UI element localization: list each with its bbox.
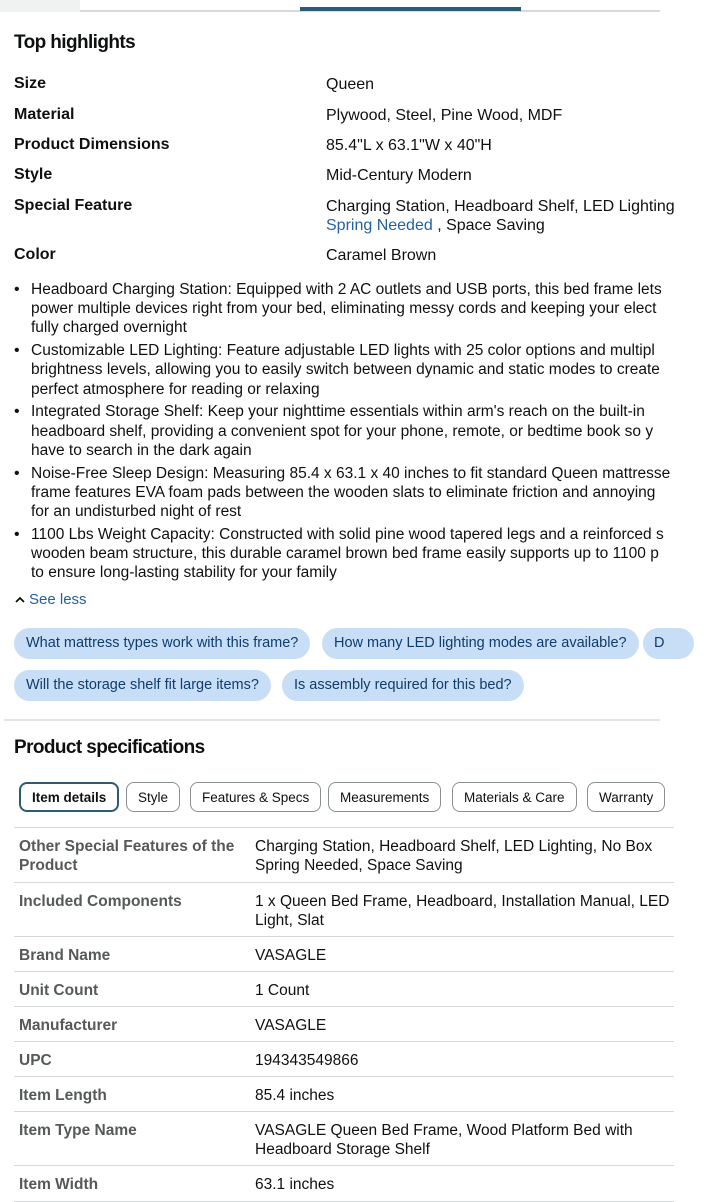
table-row [14, 1007, 674, 1042]
see-less-label: See less [29, 591, 87, 608]
spec-value: VASAGLE [255, 947, 327, 964]
spec-value: VASAGLE Queen Bed Frame, Wood Platform Bed with Headboard Storage Shelf [255, 1122, 633, 1158]
highlight-value: Queen [326, 76, 375, 93]
spec-value: 194343549866 [255, 1052, 359, 1069]
highlight-label: Size [14, 75, 47, 92]
spec-key: Item Length [19, 1087, 107, 1104]
feature-bullets [14, 280, 714, 586]
spring-needed-link[interactable]: Spring Needed [326, 217, 433, 234]
highlight-value: Caramel Brown [326, 247, 437, 264]
spec-value: VASAGLE [255, 1017, 327, 1034]
bullet-line: have to search in the dark again [31, 441, 252, 459]
table-row [14, 1077, 674, 1112]
bullet-line: brightness levels, allowing you to easily switch between dynamic and static modes to create [31, 361, 660, 379]
spec-key: UPC [19, 1052, 52, 1069]
spec-table [14, 827, 674, 1202]
spec-value: 1 x Queen Bed Frame, Headboard, Installation Manual, LED Light, Slat [255, 893, 670, 929]
bullet-line: Headboard Charging Station: Equipped with 2 AC outlets and USB ports, this bed frame lets [31, 281, 662, 298]
tab-measurements[interactable]: Measurements [328, 782, 441, 812]
table-row [14, 828, 674, 883]
tab-style[interactable]: Style [126, 782, 180, 812]
bullet-line: fully charged overnight [31, 319, 187, 337]
top-tab-active-indicator [300, 7, 521, 11]
highlight-value [326, 197, 675, 235]
tab-item-details[interactable]: Item details [19, 782, 119, 812]
question-chip[interactable]: What mattress types work with this frame? [14, 628, 310, 659]
spec-value: 63.1 inches [255, 1176, 335, 1193]
highlight-label: Style [14, 166, 53, 183]
highlight-label: Material [14, 106, 75, 123]
highlight-value: Plywood, Steel, Pine Wood, MDF [326, 107, 563, 124]
chevron-up-icon [14, 594, 26, 606]
question-chip[interactable]: Will the storage shelf fit large items? [14, 670, 271, 701]
bullet-line: power multiple devices right from your bed, eliminating messy cords and keeping your elect [31, 300, 657, 318]
spec-key: Other Special Features of the Product [19, 838, 235, 874]
spec-key: Manufacturer [19, 1017, 118, 1034]
bullet-item [14, 341, 714, 399]
spec-value: 85.4 inches [255, 1087, 335, 1104]
bullet-line: Integrated Storage Shelf: Keep your nighttime essentials within arm's reach on the built-in [31, 403, 645, 421]
question-chip[interactable]: How many LED lighting modes are available? [322, 628, 639, 659]
highlight-label: Product Dimensions [14, 136, 170, 153]
bullet-line: wooden beam structure, this durable caramel brown bed frame easily supports up to 1100 p [31, 545, 659, 563]
special-feature-line1: Charging Station, Headboard Shelf, LED Lighting [326, 198, 675, 215]
spec-key: Included Components [19, 893, 182, 910]
spec-key: Unit Count [19, 982, 99, 999]
question-chip[interactable]: D [643, 628, 694, 659]
top-tab-strip [0, 0, 660, 12]
spec-key: Item Type Name [19, 1122, 137, 1139]
top-highlights-title: Top highlights [14, 32, 136, 53]
bullet-line: frame features EVA foam pads between the wooden slats to eliminate friction and annoying [31, 483, 656, 501]
highlight-label: Special Feature [14, 197, 133, 214]
bullet-line: perfect atmosphere for reading or relaxing [31, 380, 320, 398]
bullet-item [14, 280, 714, 338]
spec-value: 1 Count [255, 982, 310, 999]
table-row [14, 1112, 674, 1166]
highlight-value: 85.4"L x 63.1"W x 40"H [326, 137, 492, 154]
highlight-value: Mid-Century Modern [326, 167, 472, 184]
bullet-line: Customizable LED Lighting: Feature adjustable LED lights with 25 color options and multipl [31, 342, 655, 360]
bullet-line: for an undisturbed night of rest [31, 503, 242, 521]
special-feature-rest: , Space Saving [432, 217, 545, 234]
bullet-item [14, 525, 714, 583]
question-chip[interactable]: Is assembly required for this bed? [282, 670, 524, 701]
table-row [14, 937, 674, 972]
table-row [14, 1166, 674, 1202]
spec-key: Brand Name [19, 947, 111, 964]
bullet-item [14, 464, 714, 522]
tab-features-specs[interactable]: Features & Specs [190, 782, 321, 812]
section-divider [4, 719, 660, 721]
see-less-link[interactable] [14, 591, 87, 608]
table-row [14, 883, 674, 937]
spec-key: Item Width [19, 1176, 99, 1193]
highlight-label: Color [14, 246, 56, 263]
tab-warranty[interactable]: Warranty [587, 782, 665, 812]
table-row [14, 972, 674, 1007]
tab-materials-care[interactable]: Materials & Care [452, 782, 577, 812]
product-specs-title: Product specifications [14, 737, 205, 758]
bullet-line: 1100 Lbs Weight Capacity: Constructed with solid pine wood tapered legs and a reinforced s [31, 525, 664, 543]
top-tab-inactive[interactable] [0, 0, 80, 12]
bullet-item [14, 402, 714, 460]
table-row [14, 1042, 674, 1077]
bullet-line: to ensure long-lasting stability for your family [31, 564, 337, 582]
bullet-line: headboard shelf, providing a convenient spot for your phone, remote, or bedtime book so y [31, 422, 654, 440]
spec-value: Charging Station, Headboard Shelf, LED Lighting, No Box Spring Needed, Space Saving [255, 838, 653, 874]
bullet-line: Noise-Free Sleep Design: Measuring 85.4 x 63.1 x 40 inches to fit standard Queen mattresse [31, 464, 671, 482]
